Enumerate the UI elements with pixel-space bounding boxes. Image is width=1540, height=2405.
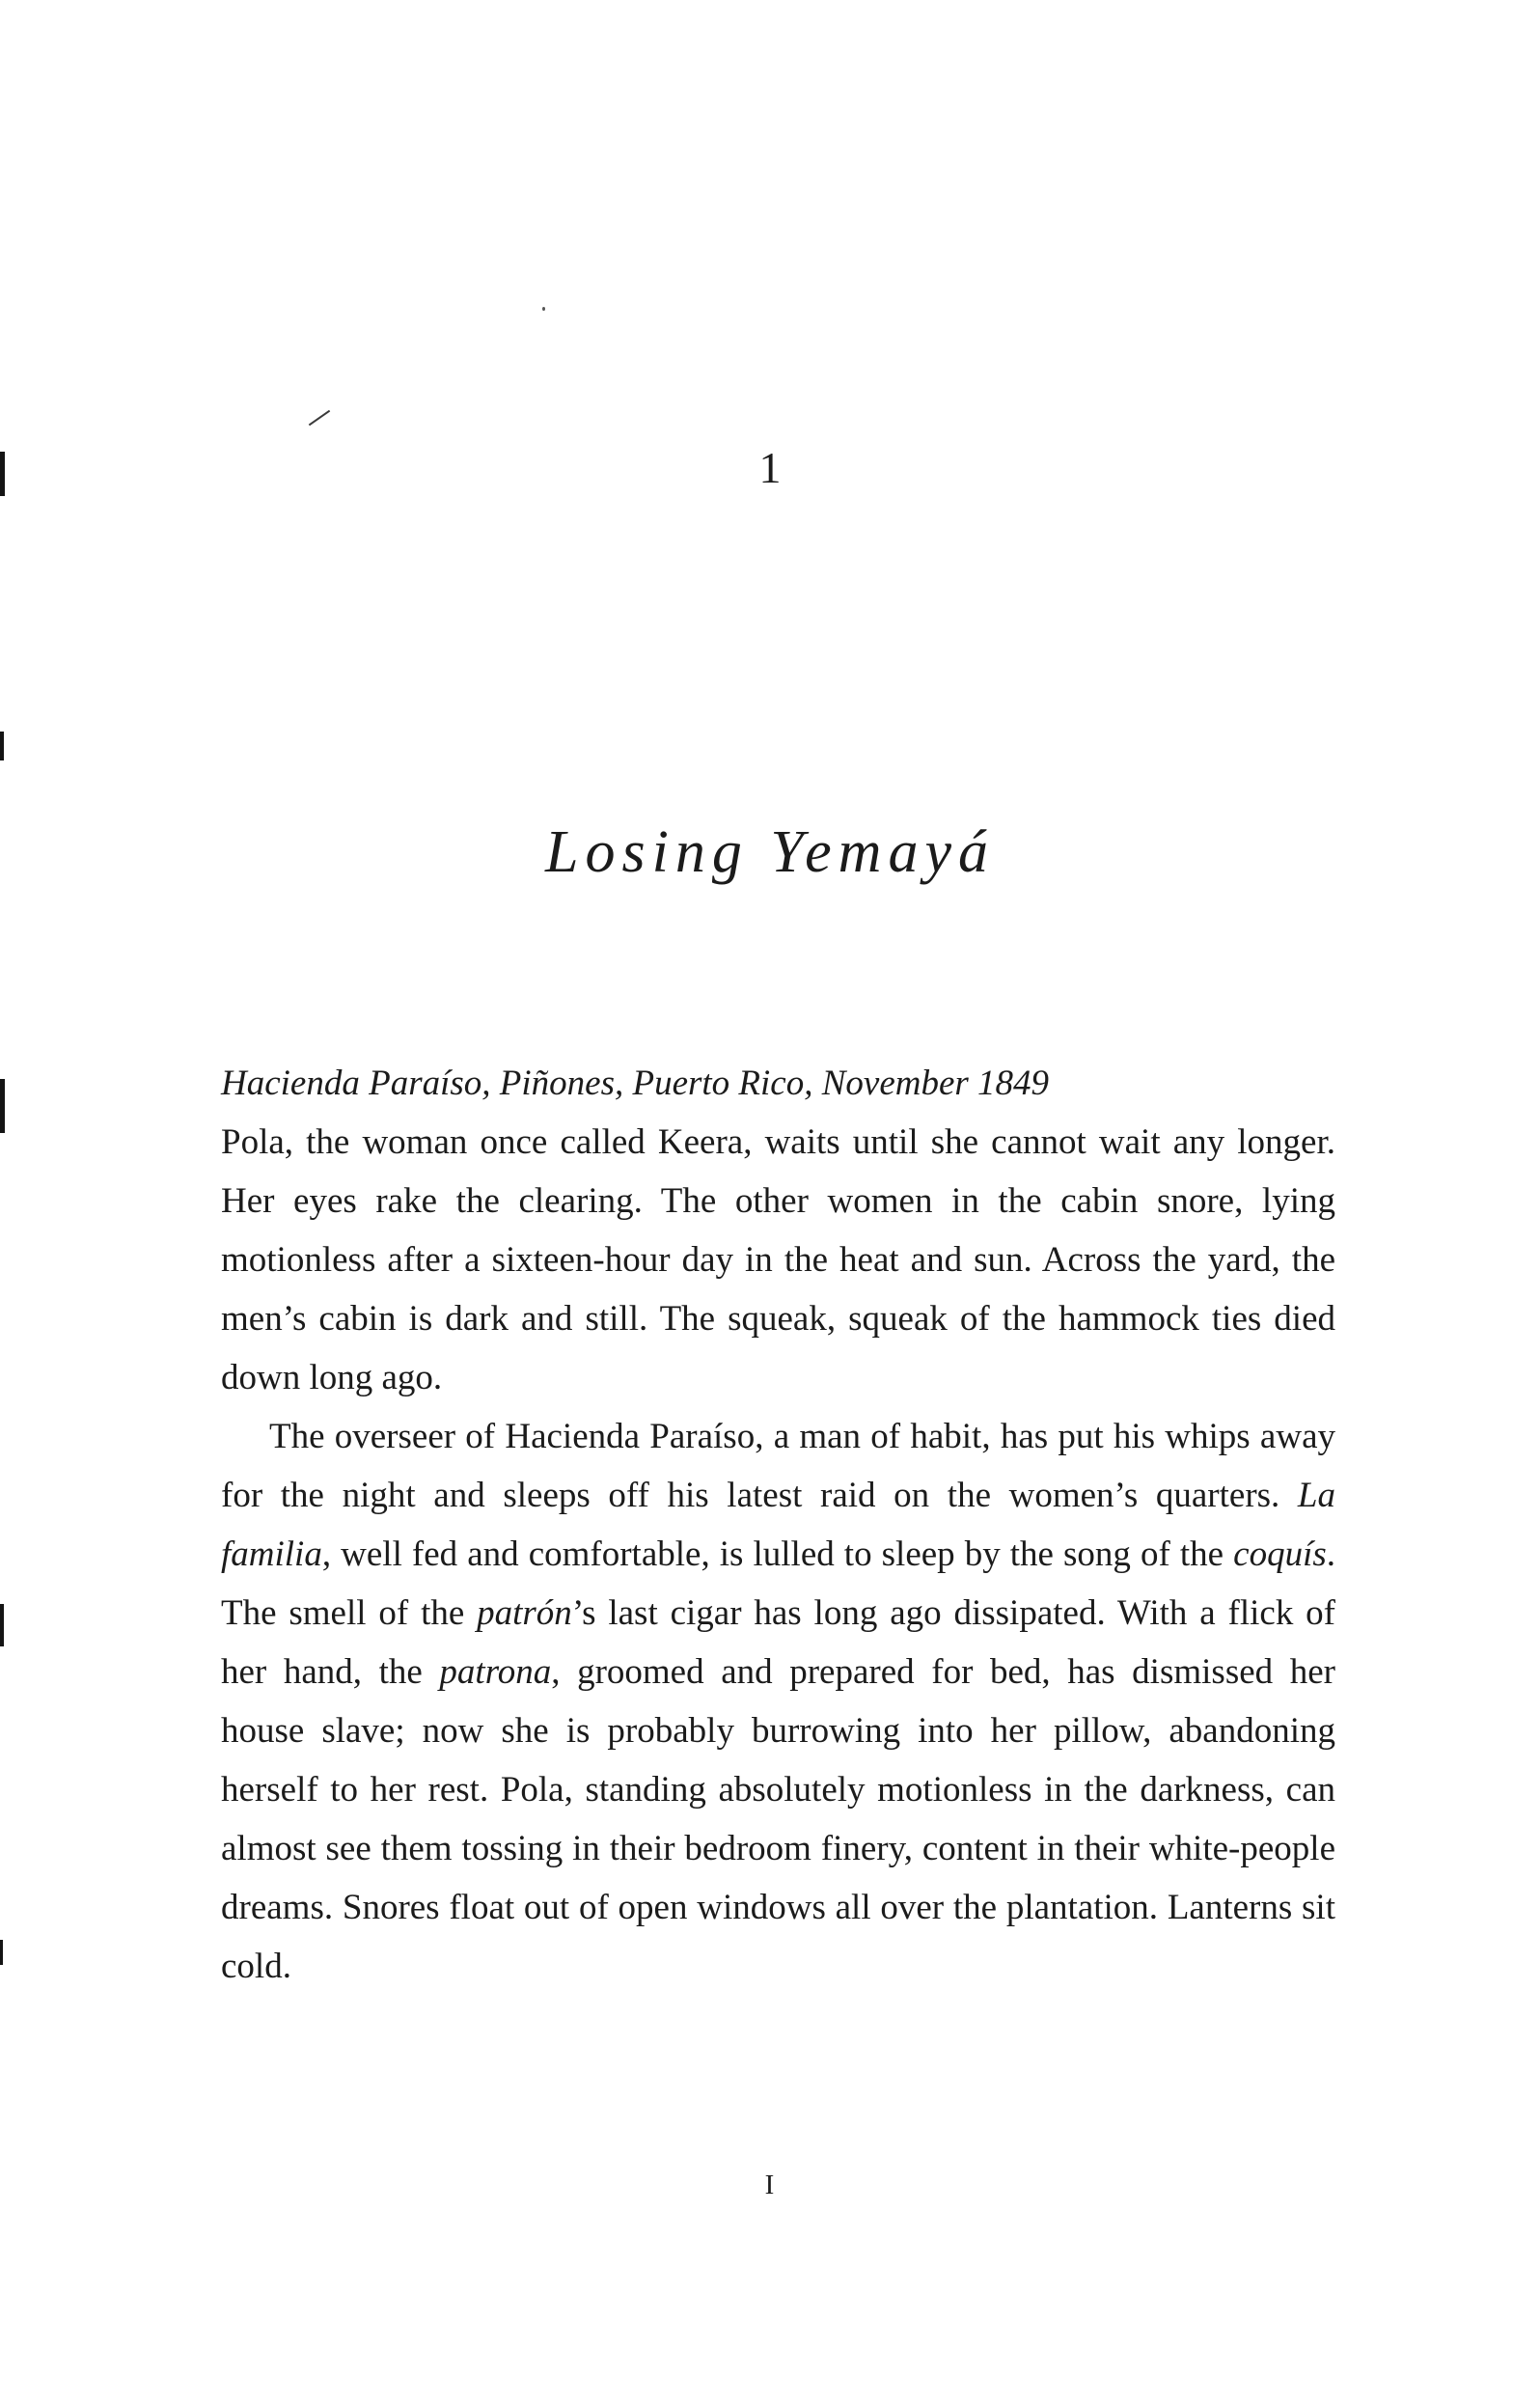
dateline: Hacienda Paraíso, Piñones, Puerto Rico, November 1849 — [221, 1064, 1050, 1103]
paragraph — [221, 1407, 1335, 1996]
body-text: ’s last cigar has long ago dissipated. With a flick of her hand, the — [221, 1593, 1335, 1692]
scan-artifact — [0, 1079, 5, 1133]
paragraph — [221, 1113, 1335, 1407]
body-text: , groomed and prepared for bed, has dismissed her house slave; now she is probably burrowing into her pillow, abandoning herself to her rest. Pola, standing absolutely motionless in the darkness, can almost see them tossing in their bedroom finery, content in their white-people dreams. Snores float out of open windows all over the plantation. Lanterns sit cold. — [221, 1652, 1335, 1986]
italic-text: La familia — [221, 1476, 1335, 1574]
scan-artifact — [0, 732, 4, 760]
paragraphs — [221, 1113, 1335, 1996]
scan-artifact — [542, 307, 545, 311]
chapter-number: 1 — [758, 443, 782, 492]
scan-artifact — [0, 1940, 3, 1965]
text-block — [221, 1054, 1335, 1996]
italic-text: patrón — [477, 1593, 572, 1633]
scan-artifact — [0, 1604, 4, 1646]
body-text: . The smell of the — [221, 1534, 1335, 1633]
italic-text: coquís — [1233, 1534, 1327, 1574]
body-text: The overseer of Hacienda Paraíso, a man of habit, has put his whips away for the night and sleeps off his latest raid on the women’s quarters. — [221, 1417, 1335, 1515]
page-number: I — [764, 2170, 776, 2200]
italic-text: patrona — [439, 1652, 552, 1692]
body-text: , well fed and comfortable, is lulled to sleep by the song of the — [321, 1534, 1234, 1574]
scan-artifact — [309, 410, 330, 427]
chapter-title: Losing Yemayá — [545, 819, 995, 885]
body-text: Pola, the woman once called Keera, waits until she cannot wait any longer. Her eyes rake the clearing. The other women in the cabin snore, lying motionless after a sixteen-hour day in the heat and sun. Across the yard, the men’s cabin is dark and still. The squeak, squeak of the hammock ties died down long ago. — [221, 1122, 1335, 1397]
